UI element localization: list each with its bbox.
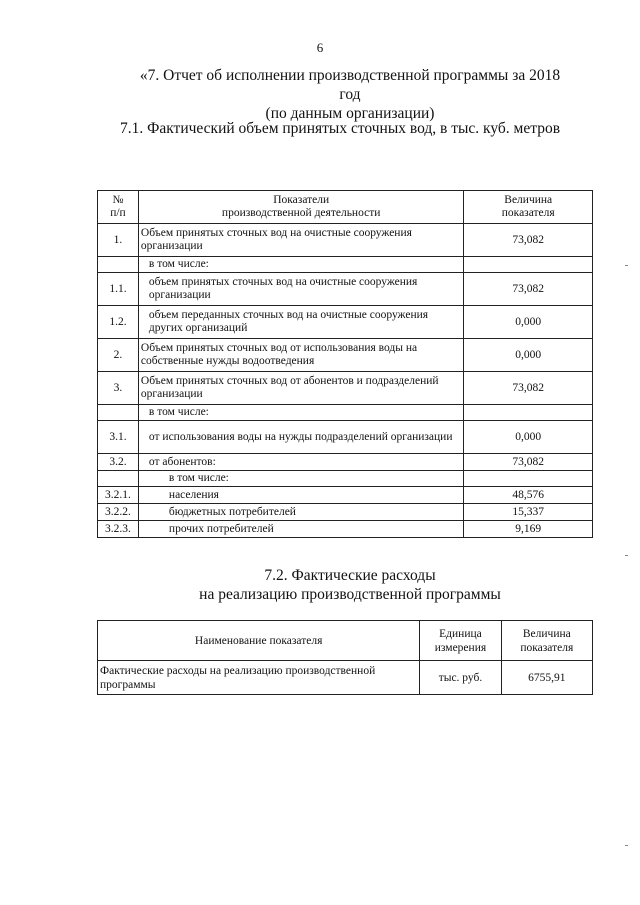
row-num: 2.: [98, 339, 139, 372]
row-label: Объем принятых сточных вод от использования воды на собственные нужды водоотведения: [138, 339, 464, 372]
header-num-line2: п/п: [110, 207, 126, 219]
table-row: [98, 306, 593, 339]
row-label: от абонентов:: [138, 454, 464, 471]
row-value: 15,337: [464, 504, 593, 521]
section-2-title-line-1: 7.2. Фактические расходы: [264, 567, 436, 584]
row-num: 3.1.: [98, 421, 139, 454]
row-value: 73,082: [464, 454, 593, 471]
row-value: [464, 257, 593, 273]
row-num: 3.: [98, 372, 139, 405]
page-number: 6: [316, 40, 324, 55]
row-num: 1.2.: [98, 306, 139, 339]
row-num: 3.2.: [98, 454, 139, 471]
row-label: Объем принятых сточных вод на очистные сооружения организации: [138, 224, 464, 257]
row-value: [464, 471, 593, 487]
row-label: Объем принятых сточных вод от абонентов и подразделений организации: [138, 372, 464, 405]
row-num: 1.1.: [98, 273, 139, 306]
row-label: населения: [138, 487, 464, 504]
section-2-title: [130, 566, 570, 604]
table-row: [98, 454, 593, 471]
header-unit: [420, 621, 501, 661]
header-indicator: [138, 191, 464, 224]
header-value-line2: показателя: [501, 207, 555, 219]
section-1-title: 7.1. Фактический объем принятых сточных вод, в тыс. куб. метров: [119, 120, 561, 137]
scan-edge-mark: [625, 555, 628, 556]
row-value: 0,000: [464, 306, 593, 339]
row-num: [98, 471, 139, 487]
table-row: [98, 224, 593, 257]
row-num: 1.: [98, 224, 139, 257]
title-line-1: «7. Отчет об исполнении производственной программы за 2018 год: [139, 67, 561, 103]
table-header-row: [98, 191, 593, 224]
row-value: 73,082: [464, 224, 593, 257]
row-label: в том числе:: [138, 405, 464, 421]
row-num: 3.2.1.: [98, 487, 139, 504]
scan-edge-mark: [625, 265, 628, 266]
row-value: [464, 405, 593, 421]
row-label: бюджетных потребителей: [138, 504, 464, 521]
header-num: [98, 191, 139, 224]
row-label: в том числе:: [138, 471, 464, 487]
row-label: в том числе:: [138, 257, 464, 273]
table-row: [98, 273, 593, 306]
header-value: [464, 191, 593, 224]
expense-unit: тыс. руб.: [420, 661, 501, 695]
table-row: [98, 521, 593, 538]
header-name: Наименование показателя: [98, 621, 420, 661]
header-unit-line2: измерения: [434, 641, 487, 654]
header-value-line1: Величина: [522, 627, 571, 640]
header-value: [501, 621, 592, 661]
row-label: объем принятых сточных вод на очистные сооружения организации: [138, 273, 464, 306]
row-value: 0,000: [464, 339, 593, 372]
table-row: [98, 257, 593, 273]
section-2-title-line-2: на реализацию производственной программы: [199, 586, 501, 603]
table-wastewater-volume: [97, 190, 593, 538]
row-num: [98, 405, 139, 421]
header-value-line2: показателя: [520, 641, 574, 654]
table-row: [98, 504, 593, 521]
header-value-line1: Величина: [504, 194, 553, 206]
table-row: [98, 339, 593, 372]
row-num: [98, 257, 139, 273]
table-row: [98, 661, 593, 695]
table-row: [98, 405, 593, 421]
row-value: 9,169: [464, 521, 593, 538]
row-num: 3.2.3.: [98, 521, 139, 538]
row-label: объем переданных сточных вод на очистные сооружения других организаций: [138, 306, 464, 339]
table-row: [98, 471, 593, 487]
header-num-line1: №: [112, 194, 124, 206]
row-value: 48,576: [464, 487, 593, 504]
row-value: 73,082: [464, 372, 593, 405]
scan-edge-mark: [625, 845, 628, 846]
header-indicator-line2: производственной деятельности: [221, 207, 381, 219]
row-label: прочих потребителей: [138, 521, 464, 538]
title-line-2: (по данным организации): [265, 105, 435, 122]
header-unit-line1: Единица: [439, 627, 482, 640]
row-value: 73,082: [464, 273, 593, 306]
table-actual-expenses: [97, 620, 593, 695]
row-value: 0,000: [464, 421, 593, 454]
table-row: [98, 421, 593, 454]
expense-name: Фактические расходы на реализацию производственной программы: [98, 661, 420, 695]
table-header-row: [98, 621, 593, 661]
document-title: [130, 66, 570, 123]
table-row: [98, 372, 593, 405]
header-indicator-line1: Показатели: [273, 194, 330, 206]
row-num: 3.2.2.: [98, 504, 139, 521]
row-label: от использования воды на нужды подразделений организации: [138, 421, 464, 454]
table-row: [98, 487, 593, 504]
expense-value: 6755,91: [501, 661, 592, 695]
